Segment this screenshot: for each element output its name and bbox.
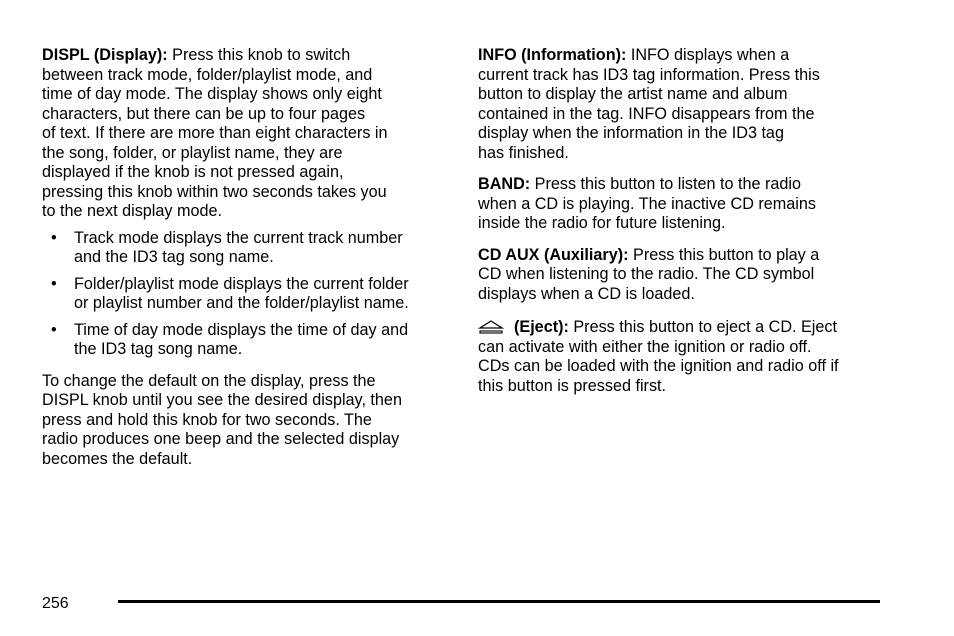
- cd-aux-paragraph: [478, 246, 888, 305]
- eject-icon: [478, 320, 504, 334]
- band-text: Press this button to listen to the radio when a CD is playing. The inactive CD remains inside the radio for future listening.: [478, 175, 816, 232]
- band-paragraph: [478, 175, 888, 234]
- info-paragraph: [478, 46, 888, 163]
- displ-text: Press this knob to switch between track mode, folder/playlist mode, and time of day mode. The display shows only eight characters, but there can be up to four pages of text. If there are more than eight characters in the song, folder, or playlist name, they are displayed if the knob is not pressed again, pressing this knob within two seconds takes you to the next display mode.: [42, 46, 388, 220]
- cd-aux-term: CD AUX (Auxiliary):: [478, 245, 629, 264]
- list-item-text: Track mode displays the current track number and the ID3 tag song name.: [74, 228, 403, 266]
- footer-rule: [118, 600, 880, 603]
- cd-aux-text: Press this button to play a CD when listening to the radio. The CD symbol displays when a CD is loaded.: [478, 245, 820, 303]
- list-item-text: Folder/playlist mode displays the current folder or playlist number and the folder/playlist name.: [74, 274, 409, 312]
- bullet-icon: •: [51, 320, 57, 339]
- display-mode-list: [42, 229, 452, 360]
- list-item: [42, 275, 452, 314]
- list-item: [42, 321, 452, 360]
- list-item: [42, 229, 452, 268]
- info-term: INFO (Information):: [478, 46, 627, 64]
- list-item-text: Time of day mode displays the time of day and the ID3 tag song name.: [74, 320, 409, 358]
- change-default-paragraph: To change the default on the display, press the DISPL knob until you see the desired display, then press and hold this knob for two seconds. The radio produces one beep and the selected display becomes the default.: [42, 371, 402, 468]
- displ-paragraph: [42, 46, 452, 222]
- eject-term: (Eject):: [514, 318, 569, 336]
- right-column: [478, 46, 888, 396]
- bullet-icon: •: [51, 274, 57, 293]
- info-text: INFO displays when a current track has ID3 tag information. Press this button to display the artist name and album contained in the tag. INFO disappears from the display when the information in the ID3 tag has finished.: [478, 46, 820, 162]
- bullet-icon: •: [51, 228, 57, 247]
- band-term: BAND:: [478, 175, 531, 193]
- page-number: 256: [42, 595, 69, 612]
- displ-term: DISPL (Display):: [42, 46, 168, 64]
- left-column: [42, 46, 452, 469]
- eject-paragraph: [478, 318, 888, 396]
- eject-text: Press this button to eject a CD. Eject can activate with either the ignition or radio off. CDs can be loaded with the ignition and radio off if this button is pressed first.: [478, 318, 839, 395]
